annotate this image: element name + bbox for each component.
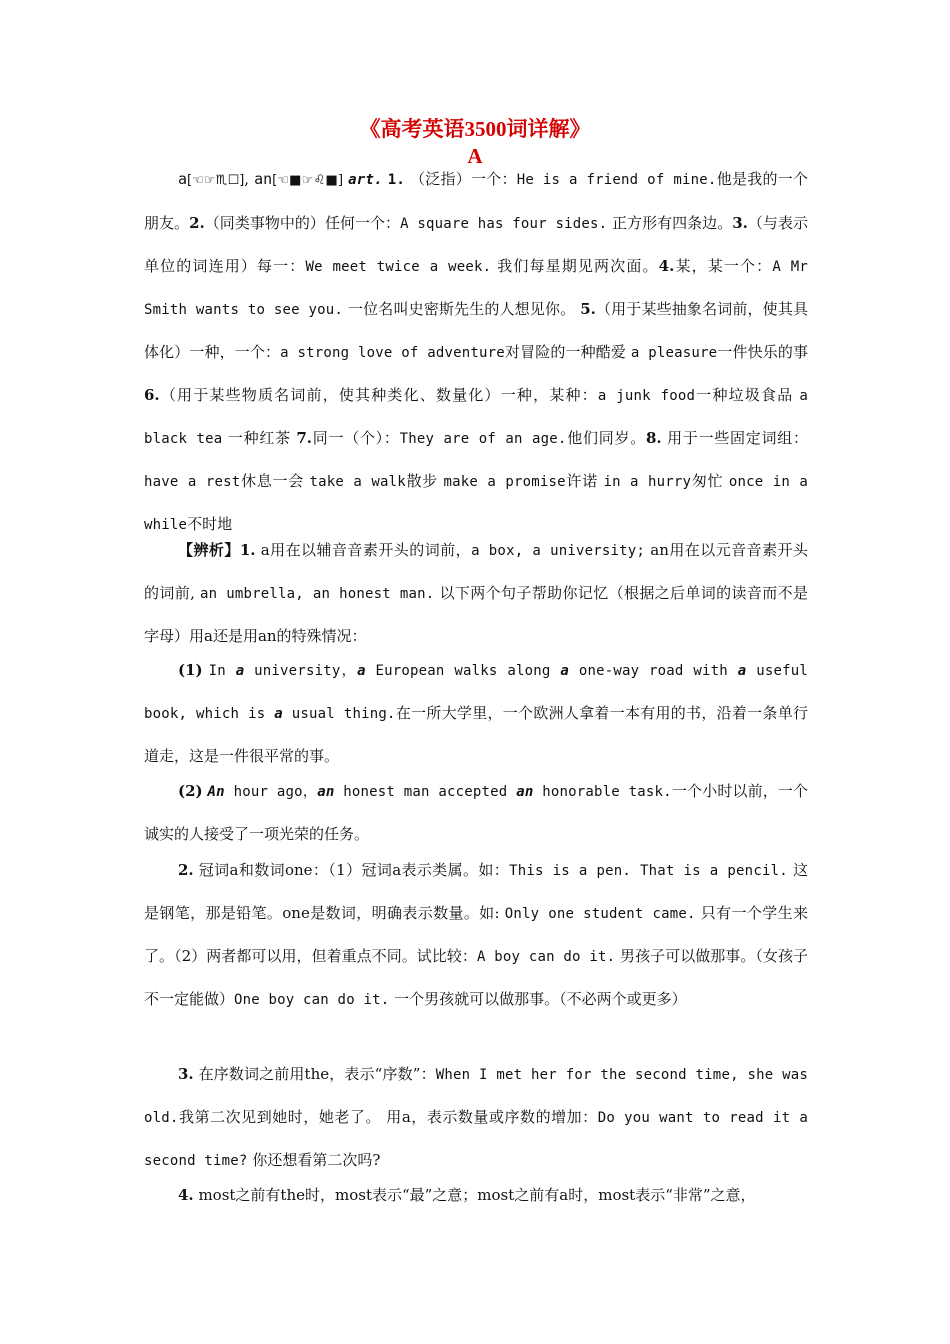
phrase-en: make a promise [443,474,566,490]
example-article: an [516,784,534,800]
sense-example: a black tea [144,388,808,447]
headword-a: a [178,170,188,188]
sense-num: 6. [144,386,160,404]
example-num: (2) [178,782,203,800]
example-article: a [357,663,366,679]
analysis-example: When I met her for the second time, she was old. [144,1067,809,1126]
phrase-en: once in a while [144,474,808,533]
sense-label: （泛指）一个： [409,170,517,188]
sense-translation: 一种垃圾食品 [695,386,800,404]
analysis-example: This is a pen. That is a pencil. [509,863,788,879]
analysis-num: 3. [178,1065,194,1083]
sense-label: 用于一些固定词组： [661,429,808,447]
analysis-text: 只有一个学生来了。（2）两者都可以用，但着重点不同。试比较： [144,904,808,965]
analysis-paragraph-1 [144,529,808,657]
sense-num: 7. [296,429,313,447]
analysis-text: a用在以辅音音素开头的词前， [255,541,472,559]
example-sentence-2 [144,770,808,855]
sense-num: 8. [645,429,662,447]
sense-translation: 一件快乐的事 [717,343,808,361]
sense-translation: 他是我的一个朋友。 [144,170,808,232]
sense-example: We meet twice a week. [305,259,492,275]
analysis-text: most之前有the时，most表示“最”之意；most之前有a时，most表示“非常”之意， [193,1186,756,1204]
example-part: one-way road with [568,663,738,679]
analysis-text: 你还想看第二次吗? [247,1151,381,1169]
analysis-text: 在序数词之前用the，表示“序数”： [193,1065,436,1083]
sense-label: （同类事物中的）任何一个： [204,214,401,232]
sense-translation: 一种红茶 [222,429,297,447]
example-article: a [274,706,283,722]
example-part: In [208,663,236,679]
sense-translation: 对冒险的一种酷爱 [504,343,631,361]
headword-separator: , [244,170,250,188]
sense-label: （用于某些抽象名词前，使其具体化）一种，一个： [144,300,808,361]
example-part: university， [244,663,358,679]
analysis-text: 以下两个句子帮助你记忆（根据之后单词的读音而不是字母）用a还是用an的特殊情况： [144,584,808,645]
example-article: a [235,663,245,679]
sense-label: 同一（个）： [312,429,400,447]
example-num: (1) [178,661,203,679]
analysis-example: Do you want to read it a second time? [144,1110,808,1169]
analysis-text: an用在以元音音素开头的词前, [144,541,808,602]
sense-example: They are of an age. [399,431,567,447]
sense-num: 5. [580,300,596,318]
analysis-example: Only one student came. [504,906,696,922]
analysis-text: 这是钢笔，那是铅笔。one是数词，明确表示数量。如: [144,861,808,922]
phrase-zh: 散步 [405,472,444,490]
part-of-speech: art. [348,172,383,188]
sense-translation: 一位名叫史密斯先生的人想见你。 [343,300,576,318]
phrase-en: have a rest [144,474,241,490]
example-translation: 一个小时以前，一个诚实的人接受了一项光荣的任务。 [144,782,808,843]
sense-example: He is a friend of mine. [516,172,717,188]
entry-paragraph [144,158,808,546]
example-part: usual thing. [282,706,396,722]
section-letter: A [467,144,483,168]
sense-translation: 正方形有四条边。 [607,214,733,232]
phonetic-a: [☜☞♏☐] [187,173,245,188]
example-article: an [317,784,335,800]
example-part: honorable task. [533,784,672,800]
analysis-example: a box, a university; [471,543,646,559]
analysis-paragraph-4 [144,1174,808,1216]
sense-label: （用于某些物质名词前，使其种类化、数量化）一种，某种： [159,386,598,404]
analysis-example: One boy can do it. [234,992,390,1008]
analysis-num: 1. [239,541,256,559]
analysis-paragraph-3 [144,1053,808,1182]
phrase-zh: 匆忙 [691,472,729,490]
sense-example: a junk food [597,388,696,404]
example-article: An [207,784,225,800]
analysis-num: 2. [178,861,194,879]
analysis-num: 4. [178,1186,194,1204]
example-translation: 在一所大学里，一个欧洲人拿着一本有用的书，沿着一条单行道走，这是一件很平常的事。 [144,704,808,765]
sense-label: （与表示单位的词连用）每一： [144,214,808,275]
sense-example: A Mr Smith wants to see you. [144,259,809,318]
analysis-text: 男孩子可以做那事。（女孩子不一定能做） [144,947,809,1008]
analysis-paragraph-2 [144,849,808,1021]
example-part: honest man accepted [334,784,517,800]
example-sentence-1 [144,649,808,777]
sense-translation: 他们同岁。 [566,429,646,447]
headword-an: an [254,170,273,188]
analysis-text: 我第二次见到她时，她老了。 用a，表示数量或序数的增加： [178,1108,598,1126]
example-part: hour ago， [224,784,318,800]
example-part: European walks along [365,663,561,679]
sense-example: a strong love of adventure [280,345,505,361]
example-article: a [737,663,747,679]
analysis-label: 【辨析】 [178,541,240,559]
example-article: a [560,663,569,679]
sense-example: a pleasure [630,345,718,361]
sense-example: A square has four sides. [400,216,608,232]
phrase-zh: 不时地 [187,515,233,533]
sense-num: 2. [189,214,205,232]
phrase-zh: 休息一会 [240,472,310,490]
sense-translation: 我们每星期见两次面。 [491,257,659,275]
document-title: 《高考英语3500词详解》 [359,117,591,141]
phrase-en: in a hurry [603,474,692,490]
phrase-en: take a walk [309,474,406,490]
sense-num: 3. [732,214,748,232]
analysis-text: 冠词a和数词one：（1）冠词a表示类属。如： [193,861,510,879]
sense-num: 4. [658,257,675,275]
analysis-text: 一个男孩就可以做那事。（不必两个或更多） [389,990,687,1008]
sense-num: 1. [387,172,405,188]
example-part: useful book, which is [144,663,808,722]
analysis-example: an umbrella, an honest man. [200,586,435,602]
analysis-example: A boy can do it. [476,949,616,965]
sense-label: 某，某一个： [674,257,773,275]
phrase-zh: 许诺 [565,472,604,490]
phonetic-an: [☜■☞♌■] [272,173,344,188]
